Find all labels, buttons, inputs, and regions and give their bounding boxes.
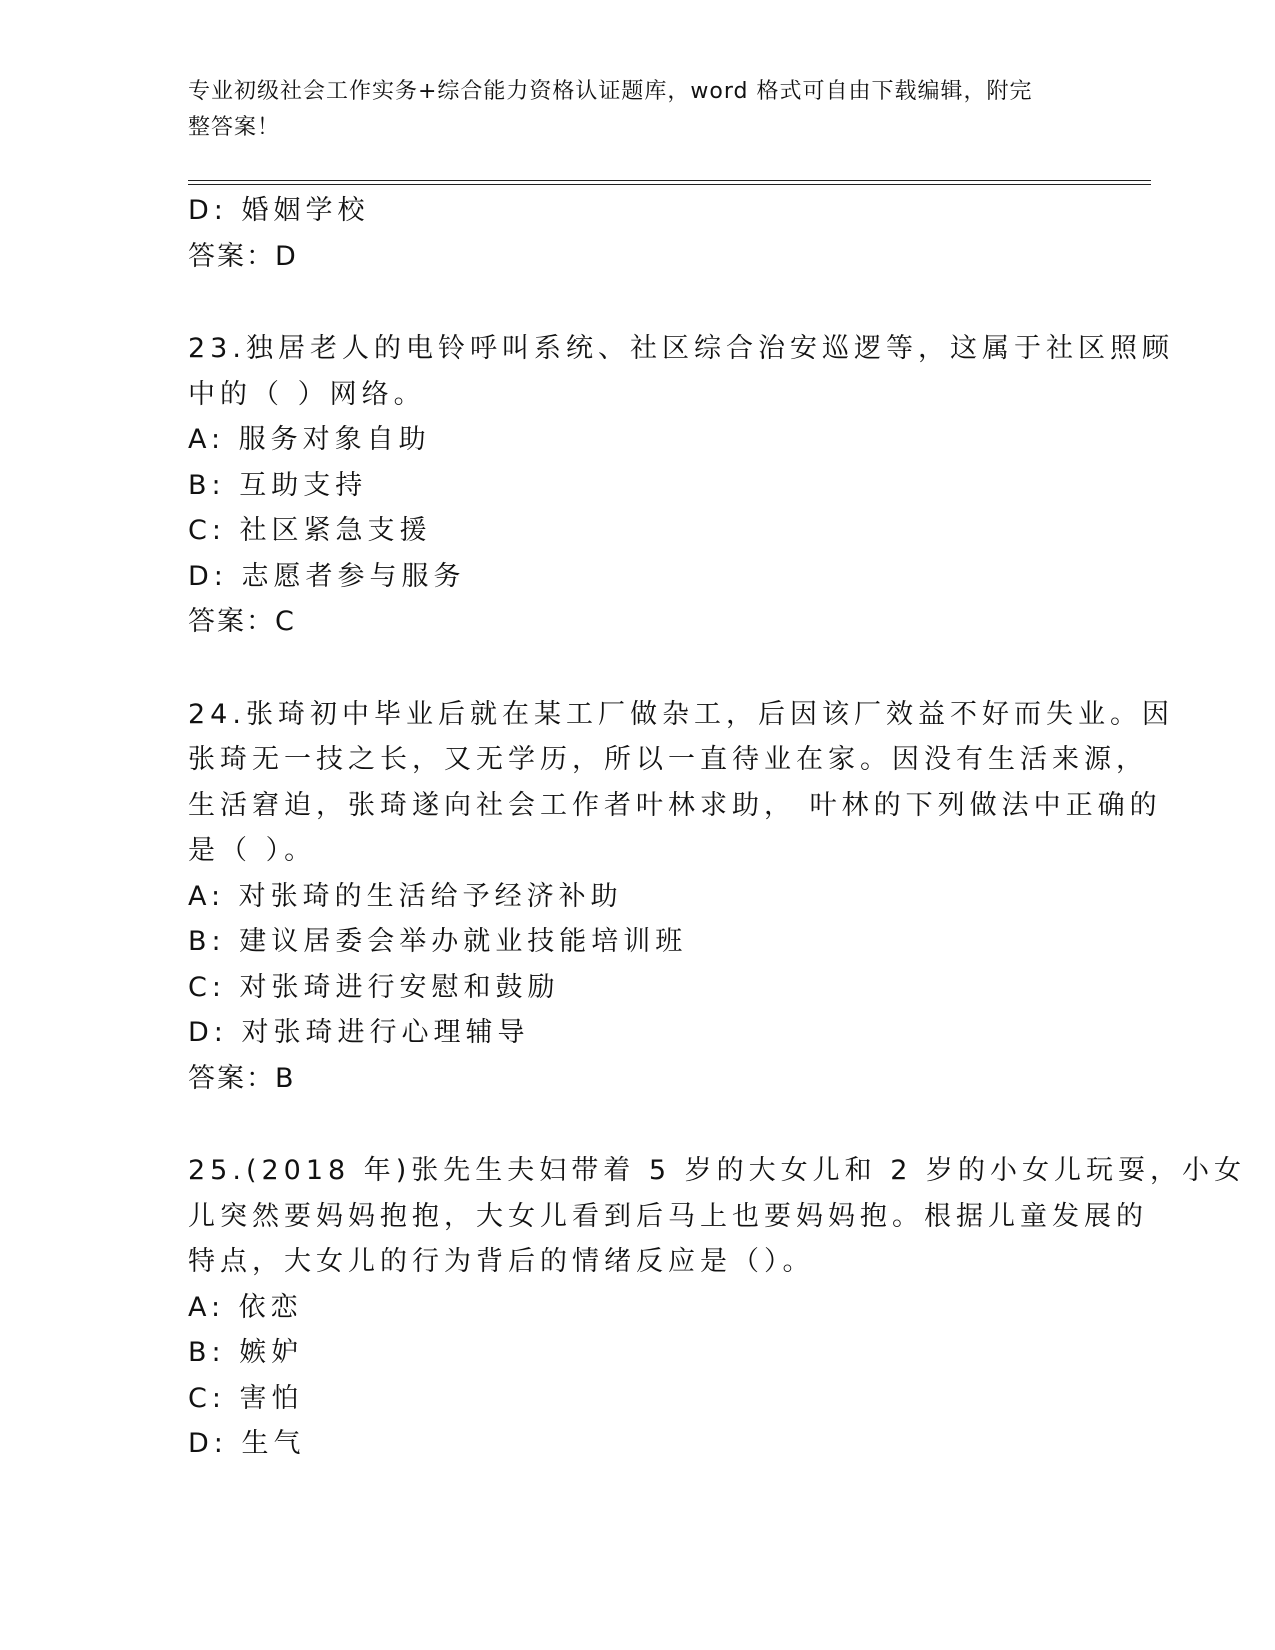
option-a: A: 依恋 [188, 1291, 303, 1323]
question-25 [188, 1148, 1246, 1467]
question-stem-line: 生活窘迫，张琦遂向社会工作者叶林求助， 叶林的下列做法中正确的 [188, 789, 1162, 821]
document-header [188, 74, 1088, 146]
answer: 答案：C [188, 606, 296, 637]
option-b: B: 互助支持 [188, 469, 368, 501]
question-stem-line: 张琦无一技之长，又无学历，所以一直待业在家。因没有生活来源， [188, 744, 1148, 775]
header-line-2: 整答案！ [188, 115, 281, 140]
question-stem-line: 中的（ ）网络。 [188, 378, 426, 410]
question-stem-line: 23.独居老人的电铃呼叫系统、社区综合治安巡逻等，这属于社区照顾 [188, 333, 1174, 364]
header-divider-bottom [188, 184, 1151, 185]
question-stem-line: 25.(2018 年)张先生夫妇带着 5 岁的大女儿和 2 岁的小女儿玩耍，小女 [188, 1155, 1246, 1186]
prev-answer: 答案：D [188, 240, 298, 272]
option-a: A: 对张琦的生活给予经济补助 [188, 880, 623, 912]
option-c: C: 对张琦进行安慰和鼓励 [188, 971, 560, 1003]
prev-option-d: D: 婚姻学校 [188, 195, 370, 226]
question-stem-line: 是（ ）。 [188, 835, 317, 866]
question-list [188, 188, 1246, 1467]
answer: 答案：B [188, 1062, 296, 1094]
option-d: D: 对张琦进行心理辅导 [188, 1017, 530, 1048]
option-b: B: 嫉妒 [188, 1337, 304, 1368]
header-line-1: 专业初级社会工作实务+综合能力资格认证题库，word 格式可自由下载编辑，附完 [188, 79, 1033, 104]
question-24 [188, 692, 1174, 1102]
option-b: B: 建议居委会举办就业技能培训班 [188, 926, 688, 957]
option-d: D: 生气 [188, 1428, 306, 1459]
question-stem-line: 24.张琦初中毕业后就在某工厂做杂工，后因该厂效益不好而失业。因 [188, 698, 1174, 730]
question-stem-line: 儿突然要妈妈抱抱，大女儿看到后马上也要妈妈抱。根据儿童发展的 [188, 1200, 1148, 1232]
option-a: A: 服务对象自助 [188, 424, 431, 455]
option-d: D: 志愿者参与服务 [188, 560, 466, 592]
question-23 [188, 326, 1174, 645]
header-divider-top [188, 180, 1151, 181]
option-c: C: 害怕 [188, 1382, 304, 1414]
option-c: C: 社区紧急支援 [188, 515, 432, 546]
question-stem-line: 特点，大女儿的行为背后的情绪反应是（）。 [188, 1246, 815, 1277]
